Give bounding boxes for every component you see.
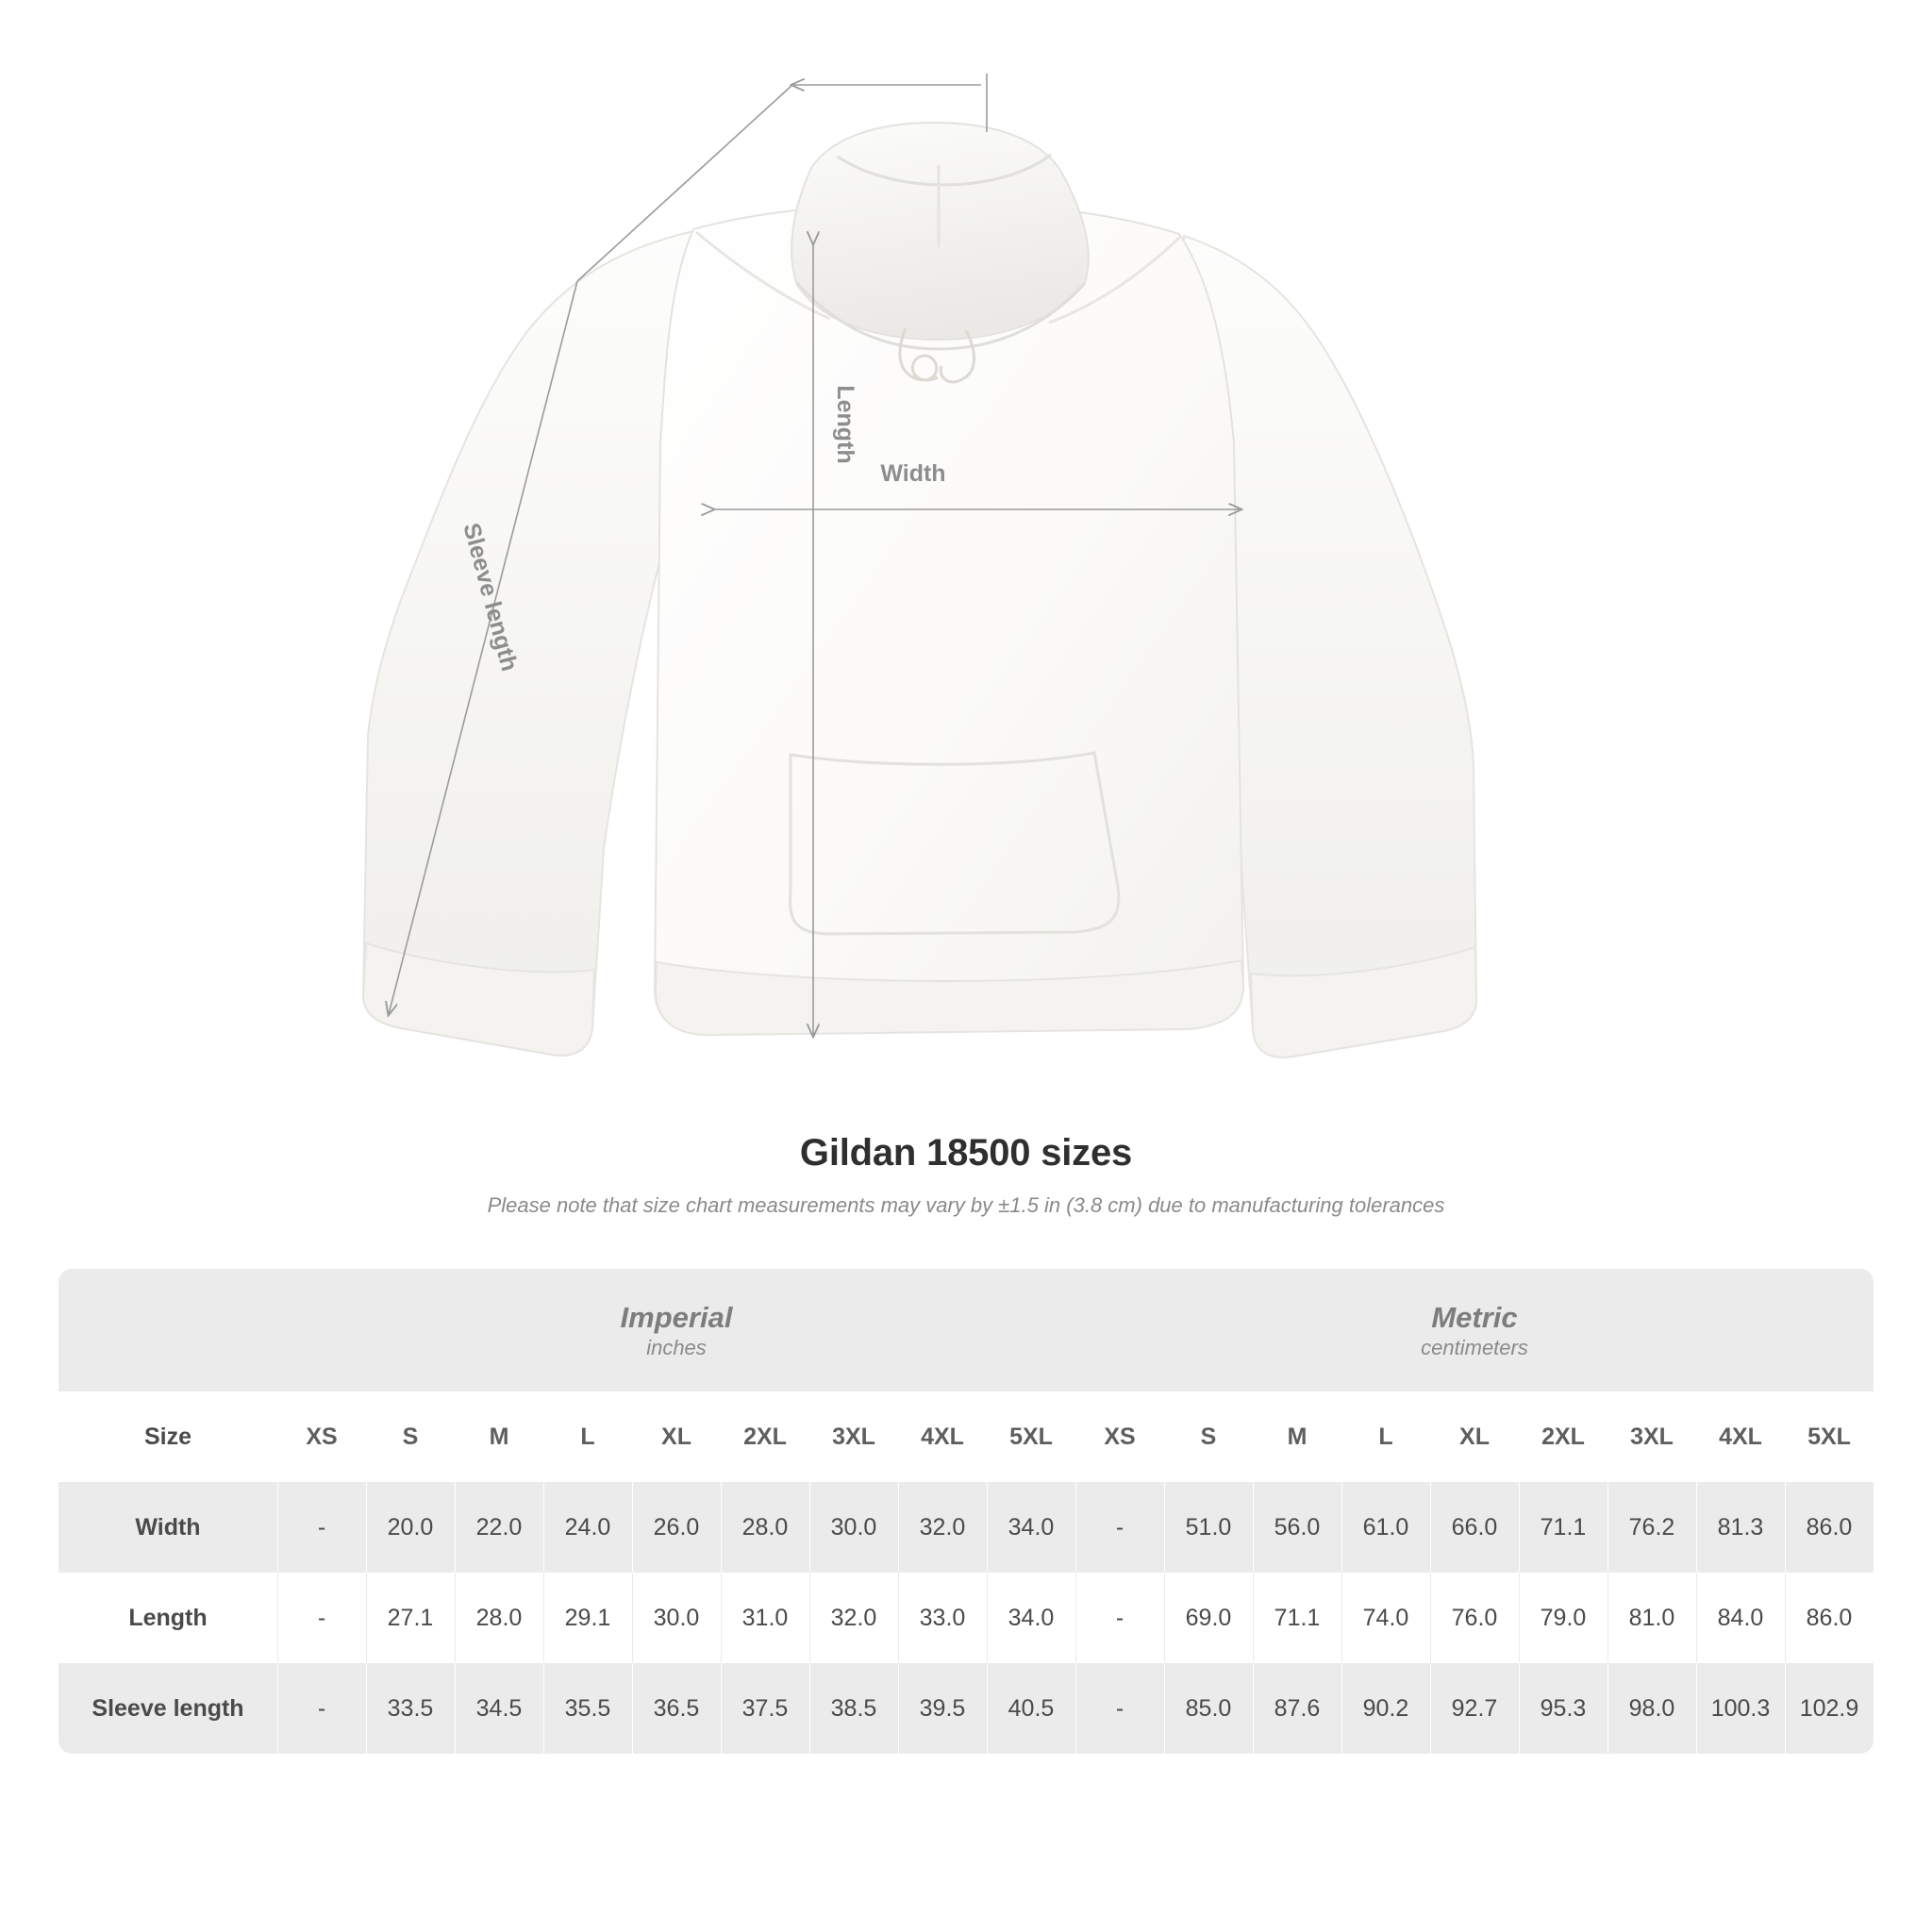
size-cell-m-imperial: M [455, 1391, 543, 1482]
width-s-cm: 51.0 [1164, 1482, 1253, 1573]
sleeve-s-in: 33.5 [366, 1663, 455, 1754]
sleeve-3xl-in: 38.5 [809, 1663, 898, 1754]
length-m-cm: 71.1 [1253, 1573, 1341, 1663]
sleeve-xl-in: 36.5 [632, 1663, 721, 1754]
size-cell-s-imperial: S [366, 1391, 455, 1482]
table-unit-header-row [58, 1269, 1874, 1391]
width-4xl-in: 32.0 [898, 1482, 987, 1573]
sleeve-xs-in: - [277, 1663, 366, 1754]
width-3xl-cm: 76.2 [1607, 1482, 1696, 1573]
length-xs-in: - [277, 1573, 366, 1663]
table-row-sleeve-length [58, 1663, 1874, 1754]
sleeve-4xl-in: 39.5 [898, 1663, 987, 1754]
width-4xl-cm: 81.3 [1696, 1482, 1785, 1573]
sleeve-4xl-cm: 100.3 [1696, 1663, 1785, 1754]
size-cell-s-metric: S [1164, 1391, 1253, 1482]
width-m-cm: 56.0 [1253, 1482, 1341, 1573]
sleeve-2xl-cm: 95.3 [1519, 1663, 1607, 1754]
size-cell-m-metric: M [1253, 1391, 1341, 1482]
sleeve-l-cm: 90.2 [1341, 1663, 1430, 1754]
width-xs-cm: - [1075, 1482, 1164, 1573]
length-xs-cm: - [1075, 1573, 1164, 1663]
size-cell-xl-imperial: XL [632, 1391, 721, 1482]
size-cell-3xl-metric: 3XL [1607, 1391, 1696, 1482]
size-cell-2xl-imperial: 2XL [721, 1391, 809, 1482]
size-cell-2xl-metric: 2XL [1519, 1391, 1607, 1482]
width-l-cm: 61.0 [1341, 1482, 1430, 1573]
size-cell-l-imperial: L [543, 1391, 632, 1482]
length-l-cm: 74.0 [1341, 1573, 1430, 1663]
size-cell-4xl-imperial: 4XL [898, 1391, 987, 1482]
length-5xl-in: 34.0 [987, 1573, 1075, 1663]
size-cell-5xl-metric: 5XL [1785, 1391, 1874, 1482]
width-s-in: 20.0 [366, 1482, 455, 1573]
length-xl-in: 30.0 [632, 1573, 721, 1663]
label-length: Length [832, 385, 858, 464]
length-3xl-cm: 81.0 [1607, 1573, 1696, 1663]
unit-system-metric: Metric [1431, 1300, 1518, 1334]
sleeve-s-cm: 85.0 [1164, 1663, 1253, 1754]
unit-header-metric [1075, 1269, 1874, 1391]
length-4xl-cm: 84.0 [1696, 1573, 1785, 1663]
unit-header-spacer [58, 1269, 277, 1391]
row-label-sleeve-length: Sleeve length [58, 1663, 277, 1754]
length-2xl-cm: 79.0 [1519, 1573, 1607, 1663]
width-5xl-cm: 86.0 [1785, 1482, 1874, 1573]
unit-header-imperial [277, 1269, 1075, 1391]
size-cell-l-metric: L [1341, 1391, 1430, 1482]
width-5xl-in: 34.0 [987, 1482, 1075, 1573]
sleeve-5xl-in: 40.5 [987, 1663, 1075, 1754]
size-cell-xs-metric: XS [1075, 1391, 1164, 1482]
size-table-wrapper [58, 1269, 1874, 1754]
width-2xl-cm: 71.1 [1519, 1482, 1607, 1573]
label-sleeve-length: Sleeve length [458, 520, 524, 675]
sleeve-xl-cm: 92.7 [1430, 1663, 1519, 1754]
length-2xl-in: 31.0 [721, 1573, 809, 1663]
sleeve-3xl-cm: 98.0 [1607, 1663, 1696, 1754]
length-5xl-cm: 86.0 [1785, 1573, 1874, 1663]
length-l-in: 29.1 [543, 1573, 632, 1663]
sleeve-5xl-cm: 102.9 [1785, 1663, 1874, 1754]
tolerance-note: Please note that size chart measurements may vary by ±1.5 in (3.8 cm) due to manufacturing tolerances [487, 1193, 1445, 1217]
table-row-length [58, 1573, 1874, 1663]
sleeve-2xl-in: 37.5 [721, 1663, 809, 1754]
unit-system-imperial: Imperial [620, 1300, 733, 1334]
size-cell-xl-metric: XL [1430, 1391, 1519, 1482]
row-label-length: Length [58, 1573, 277, 1663]
width-xs-in: - [277, 1482, 366, 1573]
length-3xl-in: 32.0 [809, 1573, 898, 1663]
length-s-cm: 69.0 [1164, 1573, 1253, 1663]
width-3xl-in: 30.0 [809, 1482, 898, 1573]
length-xl-cm: 76.0 [1430, 1573, 1519, 1663]
sleeve-m-in: 34.5 [455, 1663, 543, 1754]
label-width: Width [880, 460, 946, 487]
width-m-in: 22.0 [455, 1482, 543, 1573]
size-cell-xs-imperial: XS [277, 1391, 366, 1482]
page-title: Gildan 18500 sizes [799, 1132, 1133, 1174]
size-cell-4xl-metric: 4XL [1696, 1391, 1785, 1482]
width-xl-in: 26.0 [632, 1482, 721, 1573]
width-xl-cm: 66.0 [1430, 1482, 1519, 1573]
size-row-label: Size [58, 1391, 277, 1482]
unit-name-metric: centimeters [1421, 1336, 1528, 1360]
sleeve-m-cm: 87.6 [1253, 1663, 1341, 1754]
length-4xl-in: 33.0 [898, 1573, 987, 1663]
sleeve-xs-cm: - [1075, 1663, 1164, 1754]
unit-name-imperial: inches [646, 1336, 707, 1360]
row-label-width: Width [58, 1482, 277, 1573]
hoodie-graphic [363, 123, 1476, 1058]
sleeve-l-in: 35.5 [543, 1663, 632, 1754]
length-s-in: 27.1 [366, 1573, 455, 1663]
size-cell-3xl-imperial: 3XL [809, 1391, 898, 1482]
size-table [58, 1269, 1874, 1754]
size-cell-5xl-imperial: 5XL [987, 1391, 1075, 1482]
table-row-width [58, 1482, 1874, 1573]
length-m-in: 28.0 [455, 1573, 543, 1663]
width-2xl-in: 28.0 [721, 1482, 809, 1573]
width-l-in: 24.0 [543, 1482, 632, 1573]
table-size-row [58, 1391, 1874, 1482]
